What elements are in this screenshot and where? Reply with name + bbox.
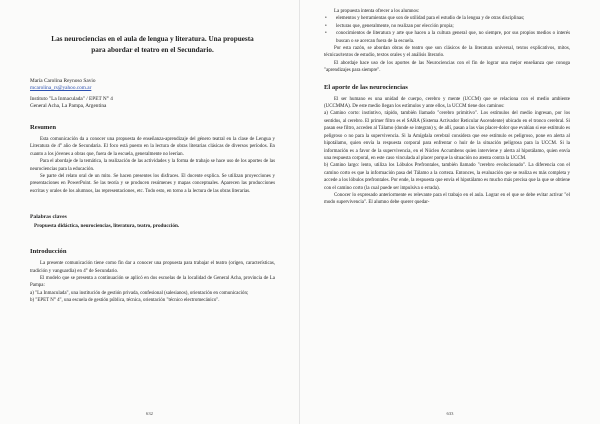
neuro-paragraph-conclusion: Conocer lo expresado anteriormente es relevante para el trabajo en el aula. Lograr en el que se debe evitar activar "el modo supervivencia". El alumno debe querer quedar- [324, 192, 570, 206]
article-title [30, 34, 275, 56]
author-block [30, 78, 275, 110]
author-name: María Carolina Reynoso Savio [30, 78, 96, 84]
page-number-left: 632 [146, 411, 153, 416]
intro-paragraph-1: La presente comunicación tiene como fin dar a conocer una propuesta para trabajar el teatro (origen, características, tradición y vanguardia) en 4° de Secundario. [30, 261, 275, 274]
resumen-paragraph-2: Para el abordaje de la temática, la realización de las actividades y la forma de trabajo se hace uso de los aportes de las neurociencias para la educación. [30, 159, 275, 172]
intro-item-b: b) "EPET N° 4", una escuela de gestión pública, técnica, orientación "técnico electromecánico". [30, 298, 220, 304]
title-line-2: para abordar el teatro en el Secundario. [91, 46, 214, 54]
title-line-1: Las neurociencias en el aula de lengua y literatura. Una propuesta [51, 35, 254, 43]
bullet-item-1: • elementos y herramientas que son de utilidad para el estudio de la lengua y de otras disciplinas; [324, 15, 570, 22]
page-number-right: 633 [446, 411, 454, 416]
author-email-link[interactable]: mcarolina_rs@yahoo.com.ar [30, 85, 92, 91]
resumen-heading: Resumen [30, 124, 57, 131]
neuro-paragraph-long-path: b) Camino largo: lento, utiliza los Lóbulos Prefrontales, también llamado "cerebro evolucionado". La diferencia con el camino corto es que la información pasa del Tálamo a la corteza. Entonces, la evaluación que se realiza es más completa y accede a los lóbulos prefrontales. Por ende, la respuesta que envía el hipotálamo es mucho más precisa que la que se obtiene con el camino corto (la cual puede ser impulsiva o errada). [324, 163, 570, 191]
approach-paragraph: El abordaje hace uso de los aportes de las Neurociencias con el fin de lograr una mejor enseñanza que conoga "aprendizajes para siempre". [324, 60, 570, 74]
neuro-paragraph-short-path: a) Camino corto: instintivo, rápido, también llamado "cerebro primitivo". Los estímulos del medio ingresan, por los sentidos, al cerebro. El primer filtro es el SARA (Sistema Activador Reticular Ascendente) ubicado en el tronco cerebral. Si pasan ese filtro, acceden al Tálamo (donde se integran) y, de allí, pasan a las vías placer-dolor que evalúan si ese estímulo es peligroso o no para la supervivencia. Si la Amígdala cerebral considera que ese estímulo es peligroso, pone en alerta al hipotálamo, quien envía la respuesta corporal para enfrentar o huir de la situación peligrosa para la UCCM. Si la información es a favor de la supervivencia, en el Núcleo Accumbens quien interviene y alerta al hipotálamo, quien envía una respuesta corporal, en este caso vinculada al placer porque la situación no atenta contra la UCCM. [324, 111, 570, 161]
right-page [300, 0, 600, 424]
keywords-text: Propuesta didáctica, neurociencias, literatura, teatro, producción. [34, 223, 180, 230]
bullet-item-3: • conocimientos de literatura y arte que hacen a la cultura general que, no siempre, por sus propios medios o interés buscan o se acercan fuera de la escuela. [324, 30, 570, 45]
institution-line-1: Instituto "La Inmaculada" / EPET N° 4 [30, 96, 113, 102]
resumen-paragraph-1: Esta comunicación da a conocer una propuesta de enseñanza-aprendizaje del género teatral en la clase de Lengua y Literatura de 4° año de Secundaria. El foco está puesto en la lectura de obras literarias clásicas de diversos períodos. En cuanto a los jóvenes a obras que, fuera de la escuela, generalmente no leerían. [30, 137, 275, 157]
resumen-paragraph-3: Se parte del relato oral de un mito. Se hacen presentes los disfraces. El docente explica. Se utilizan proyecciones y presentaciones en PowerPoint. Se las teoría y se producen resúmenes y mapas conceptuales. Aparecen las producciones escritas y orales de los alumnos, las representaciones, etc. Todo esto, en torno a la lectura de las obras literarias. [30, 174, 275, 194]
neuro-section-heading: El aporte de las neurociencias [324, 83, 408, 91]
institution-line-2: General Acha, La Pampa, Argentina [30, 103, 107, 109]
bullet-item-2: • lecturas que, generalmente, no realizan por elección propia; [324, 23, 570, 30]
reason-paragraph: Por esta razón, se abordan obras de teatro que son clásicos de la literatura universal, textos explicativos, mitos, técnicas/textos de estudio, textos orales y el análisis literario. [324, 46, 570, 59]
intro-item-a: a) "La Inmaculada", una institución de gestión privada, confesional (salesianos), orientación en comunicación; [30, 290, 249, 296]
intro-heading: Introducción [30, 248, 67, 256]
keywords-heading: Palabras claves [30, 214, 67, 221]
proposal-intro-line: La propuesta intenta ofrecer a los alumnos: [334, 9, 420, 14]
neuro-paragraph-1: El ser humano es una unidad de cuerpo, cerebro y mente (UCCM) que se relaciona con el medio ambiente (UCCMMA). De este medio llegan los estímulos y ante ellos, la UCCM tiene dos caminos: [324, 96, 570, 110]
intro-paragraph-2: El modelo que se presenta a continuación se aplicó en dos escuelas de la localidad de General Acha, provincia de La Pampa: [30, 276, 275, 289]
